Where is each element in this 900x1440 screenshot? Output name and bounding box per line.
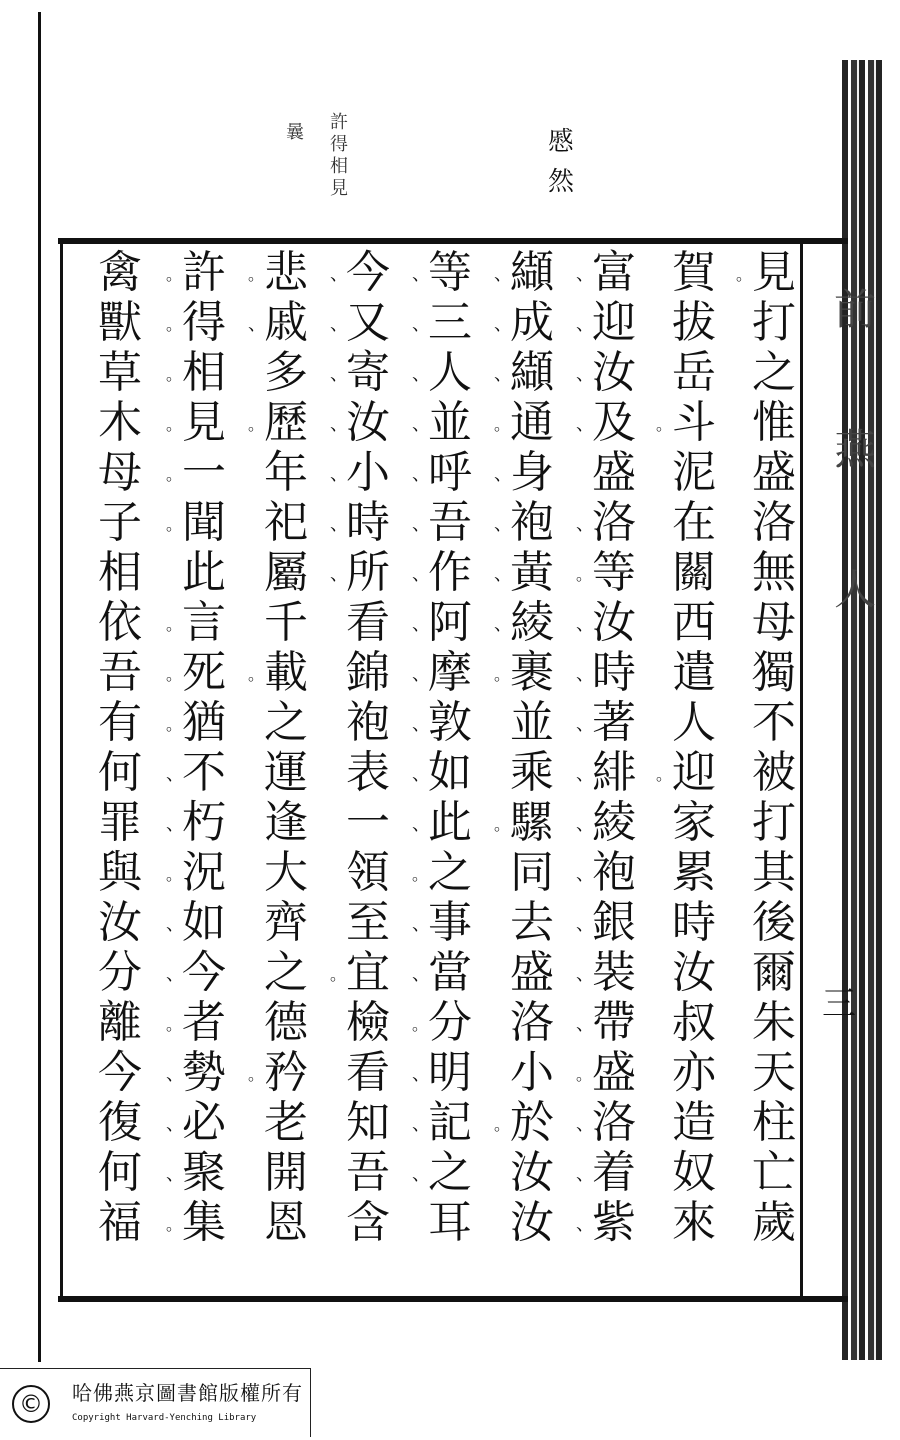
character: 敦 、	[412, 697, 472, 748]
character: 着 、	[576, 1147, 636, 1198]
header-fragment-right: 慼然	[548, 127, 575, 197]
character: 時	[672, 897, 716, 948]
character: 騾 。	[494, 797, 554, 848]
character: 明 、	[412, 1047, 472, 1098]
character: 之 。	[412, 847, 472, 898]
character: 阿 、	[412, 597, 472, 648]
punctuation-mark: 、	[248, 314, 266, 335]
character: 通 。	[494, 397, 554, 448]
character: 祀	[264, 497, 308, 548]
character: 所 、	[330, 547, 390, 598]
character: 今	[98, 1047, 142, 1098]
punctuation-mark: 、	[576, 364, 594, 385]
punctuation-mark: 、	[412, 564, 430, 585]
character: 聞 。	[166, 497, 226, 548]
character: 今 、	[330, 247, 390, 298]
character: 況 。	[166, 847, 226, 898]
character: 於 。	[494, 1097, 554, 1148]
punctuation-mark: 、	[494, 314, 512, 335]
punctuation-mark: 、	[412, 914, 430, 935]
character: 纈 、	[494, 347, 554, 398]
character: 摩 、	[412, 647, 472, 698]
character: 人 、	[412, 347, 472, 398]
punctuation-mark: 。	[166, 465, 183, 484]
character: 迎 。	[656, 747, 716, 798]
punctuation-mark: 、	[166, 1064, 184, 1085]
character: 知	[346, 1097, 390, 1148]
character: 來	[672, 1197, 716, 1248]
punctuation-mark: 、	[166, 1114, 184, 1135]
punctuation-mark: 。	[494, 415, 511, 434]
punctuation-mark: 、	[412, 664, 430, 685]
character: 泥	[672, 447, 716, 498]
punctuation-mark: 、	[166, 964, 184, 985]
character: 叔	[672, 997, 716, 1048]
punctuation-mark: 、	[494, 264, 512, 285]
character: 離	[98, 997, 142, 1048]
character: 時 、	[330, 497, 390, 548]
character: 柱	[752, 1097, 796, 1148]
punctuation-mark: 、	[576, 764, 594, 785]
character: 集 。	[166, 1197, 226, 1248]
character: 母	[98, 447, 142, 498]
character: 寄 、	[330, 347, 390, 398]
character: 檢	[346, 997, 390, 1048]
character: 勢 、	[166, 1047, 226, 1098]
character: 人	[672, 697, 716, 748]
punctuation-mark: 。	[412, 1015, 429, 1034]
text-column	[736, 247, 806, 1248]
character: 盛	[510, 947, 554, 998]
text-column	[412, 247, 482, 1248]
character: 此	[182, 547, 226, 598]
punctuation-mark: 、	[412, 714, 430, 735]
character: 並	[510, 697, 554, 748]
character: 成 、	[494, 297, 554, 348]
punctuation-mark: 、	[330, 464, 348, 485]
punctuation-mark: 、	[412, 414, 430, 435]
punctuation-mark: 、	[412, 614, 430, 635]
character: 矜 。	[248, 1047, 308, 1098]
character: 拔	[672, 297, 716, 348]
character: 表	[346, 747, 390, 798]
character: 打	[752, 797, 796, 848]
character: 汝	[98, 897, 142, 948]
punctuation-mark: 、	[576, 714, 594, 735]
punctuation-mark: 、	[576, 514, 594, 535]
character: 袍 、	[494, 497, 554, 548]
character: 耳	[428, 1197, 472, 1248]
character: 三 、	[412, 297, 472, 348]
character: 岳	[672, 347, 716, 398]
header-fragment-middle: 許得相見	[330, 112, 348, 199]
character: 帶 、	[576, 997, 636, 1048]
character: 許 。	[166, 247, 226, 298]
character: 聚 、	[166, 1147, 226, 1198]
character: 之	[264, 697, 308, 748]
character: 至	[346, 897, 390, 948]
character: 有	[98, 697, 142, 748]
character: 看	[346, 1047, 390, 1098]
punctuation-mark: 。	[248, 415, 265, 434]
copyright-icon: ©	[12, 1385, 50, 1423]
character: 盛	[592, 447, 636, 498]
character: 緋 、	[576, 747, 636, 798]
character: 裝 、	[576, 947, 636, 998]
punctuation-mark: 。	[166, 365, 183, 384]
character: 富 、	[576, 247, 636, 298]
character: 亦	[672, 1047, 716, 1098]
punctuation-mark: 、	[494, 564, 512, 585]
punctuation-mark: 。	[166, 615, 183, 634]
punctuation-mark: 、	[412, 464, 430, 485]
character: 汝	[510, 1197, 554, 1248]
character: 之	[752, 347, 796, 398]
punctuation-mark: 、	[576, 864, 594, 885]
text-column	[494, 247, 564, 1248]
punctuation-mark: 、	[166, 764, 184, 785]
character: 賀	[672, 247, 716, 298]
punctuation-mark: 、	[576, 1214, 594, 1235]
character: 小 、	[330, 447, 390, 498]
punctuation-mark: 、	[494, 464, 512, 485]
punctuation-mark: 、	[412, 964, 430, 985]
punctuation-mark: 、	[166, 1164, 184, 1185]
punctuation-mark: 、	[330, 314, 348, 335]
character: 老	[264, 1097, 308, 1148]
character: 裹 。	[494, 647, 554, 698]
text-column	[576, 247, 646, 1248]
character: 子	[98, 497, 142, 548]
punctuation-mark: 、	[412, 1164, 430, 1185]
punctuation-mark: 。	[166, 1215, 183, 1234]
punctuation-mark: 。	[248, 265, 265, 284]
character: 等 、	[412, 247, 472, 298]
punctuation-mark: 。	[166, 265, 183, 284]
punctuation-mark: 。	[656, 415, 673, 434]
punctuation-mark: 、	[576, 264, 594, 285]
character: 迎 、	[576, 297, 636, 348]
punctuation-mark: 、	[576, 414, 594, 435]
text-frame-bottom	[58, 1296, 848, 1302]
character: 後	[752, 897, 796, 948]
character: 亡	[752, 1147, 796, 1198]
punctuation-mark: 、	[330, 514, 348, 535]
punctuation-mark: 。	[248, 1065, 265, 1084]
character: 宜 。	[330, 947, 390, 998]
text-column	[166, 247, 236, 1248]
character: 纈 、	[494, 247, 554, 298]
character: 洛 、	[576, 1097, 636, 1148]
character: 草	[98, 347, 142, 398]
punctuation-mark: 、	[412, 364, 430, 385]
character: 綾 、	[576, 797, 636, 848]
character: 戚 、	[248, 297, 308, 348]
character: 歲	[752, 1197, 796, 1248]
character: 大	[264, 847, 308, 898]
punctuation-mark: 、	[494, 514, 512, 535]
character: 何	[98, 1147, 142, 1198]
character: 去	[510, 897, 554, 948]
character: 及 、	[576, 397, 636, 448]
text-column	[88, 248, 152, 1248]
character: 如 、	[166, 897, 226, 948]
character: 猶 。	[166, 697, 226, 748]
punctuation-mark: 。	[576, 1065, 593, 1084]
character: 必 、	[166, 1097, 226, 1148]
character: 被	[752, 747, 796, 798]
character: 紫 、	[576, 1197, 636, 1248]
character: 者 。	[166, 997, 226, 1048]
character: 天	[752, 1047, 796, 1098]
character: 袍 、	[576, 847, 636, 898]
character: 在	[672, 497, 716, 548]
text-column	[330, 247, 400, 1248]
punctuation-mark: 。	[494, 665, 511, 684]
character: 洛	[510, 997, 554, 1048]
character: 運	[264, 747, 308, 798]
character: 身 、	[494, 447, 554, 498]
character: 朱	[752, 997, 796, 1048]
character: 盛	[752, 447, 796, 498]
punctuation-mark: 、	[412, 814, 430, 835]
character: 悲 。	[248, 247, 308, 298]
text-frame-left	[60, 240, 63, 1300]
character: 罪	[98, 797, 142, 848]
character: 斗 。	[656, 397, 716, 448]
character: 打	[752, 297, 796, 348]
stamp-chinese-text: 哈佛燕京圖書館版權所有	[72, 1381, 303, 1405]
punctuation-mark: 。	[166, 665, 183, 684]
text-frame-top	[58, 238, 848, 244]
punctuation-mark: 、	[330, 414, 348, 435]
character: 盛 。	[576, 1047, 636, 1098]
character: 齊	[264, 897, 308, 948]
header-fragment-left: 曩	[286, 122, 304, 143]
character: 乘	[510, 747, 554, 798]
character: 言 。	[166, 597, 226, 648]
punctuation-mark: 、	[576, 1164, 594, 1185]
character: 獸	[98, 297, 142, 348]
character: 之	[264, 947, 308, 998]
character: 相 。	[166, 347, 226, 398]
binding-page-number: 三	[822, 984, 856, 1024]
punctuation-mark: 、	[412, 1114, 430, 1135]
punctuation-mark: 。	[412, 865, 429, 884]
character: 朽 、	[166, 797, 226, 848]
text-column	[248, 247, 318, 1248]
character: 錦	[346, 647, 390, 698]
character: 復	[98, 1097, 142, 1148]
character: 何	[98, 747, 142, 798]
character: 累	[672, 847, 716, 898]
character: 福	[98, 1197, 142, 1248]
character: 無	[752, 547, 796, 598]
stamp-english-text: Copyright Harvard-Yenching Library	[72, 1413, 257, 1423]
punctuation-mark: 、	[494, 614, 512, 635]
character: 黃 、	[494, 547, 554, 598]
copyright-stamp	[0, 1368, 311, 1437]
punctuation-mark: 、	[576, 964, 594, 985]
punctuation-mark: 、	[330, 264, 348, 285]
punctuation-mark: 。	[494, 815, 511, 834]
punctuation-mark: 、	[576, 614, 594, 635]
character: 洛 、	[576, 497, 636, 548]
punctuation-mark: 。	[248, 665, 265, 684]
character: 載 。	[248, 647, 308, 698]
character: 如 、	[412, 747, 472, 798]
punctuation-mark: 、	[576, 814, 594, 835]
character: 洛	[752, 497, 796, 548]
character: 關	[672, 547, 716, 598]
character: 見 。	[166, 397, 226, 448]
character: 造	[672, 1097, 716, 1148]
character: 當 、	[412, 947, 472, 998]
character: 綾 、	[494, 597, 554, 648]
punctuation-mark: 、	[166, 814, 184, 835]
punctuation-mark: 、	[330, 364, 348, 385]
punctuation-mark: 、	[576, 664, 594, 685]
character: 吾	[98, 647, 142, 698]
text-column	[656, 247, 726, 1248]
punctuation-mark: 、	[412, 314, 430, 335]
character: 含	[346, 1197, 390, 1248]
character: 又 、	[330, 297, 390, 348]
character: 一 。	[166, 447, 226, 498]
character: 爾	[752, 947, 796, 998]
left-border-line	[38, 12, 41, 1362]
character: 年	[264, 447, 308, 498]
character: 時 、	[576, 647, 636, 698]
punctuation-mark: 、	[330, 564, 348, 585]
character: 一	[346, 797, 390, 848]
punctuation-mark: 、	[412, 514, 430, 535]
character: 呼 、	[412, 447, 472, 498]
punctuation-mark: 、	[576, 1114, 594, 1135]
character: 等 。	[576, 547, 636, 598]
character: 恩	[264, 1197, 308, 1248]
character: 相	[98, 547, 142, 598]
character: 吾	[346, 1147, 390, 1198]
character: 吾 、	[412, 497, 472, 548]
character: 與	[98, 847, 142, 898]
punctuation-mark: 。	[576, 565, 593, 584]
character: 西	[672, 597, 716, 648]
punctuation-mark: 。	[166, 515, 183, 534]
character: 作 、	[412, 547, 472, 598]
character: 汝	[672, 947, 716, 998]
punctuation-mark: 。	[166, 1015, 183, 1034]
character: 領	[346, 847, 390, 898]
punctuation-mark: 。	[166, 315, 183, 334]
character: 今 、	[166, 947, 226, 998]
character: 逢	[264, 797, 308, 848]
character: 分 。	[412, 997, 472, 1048]
character: 木	[98, 397, 142, 448]
punctuation-mark: 。	[166, 715, 183, 734]
punctuation-mark: 、	[412, 764, 430, 785]
character: 獨	[752, 647, 796, 698]
punctuation-mark: 、	[412, 1064, 430, 1085]
character: 奴	[672, 1147, 716, 1198]
character: 見 。	[736, 247, 796, 298]
character: 汝 、	[576, 597, 636, 648]
punctuation-mark: 、	[166, 914, 184, 935]
character: 得 。	[166, 297, 226, 348]
punctuation-mark: 。	[736, 265, 753, 284]
character: 禽	[98, 247, 142, 298]
character: 不	[752, 697, 796, 748]
character: 不 、	[166, 747, 226, 798]
binding-title-text: 前燕人	[834, 285, 877, 614]
character: 依	[98, 597, 142, 648]
character: 死 。	[166, 647, 226, 698]
character: 分	[98, 947, 142, 998]
punctuation-mark: 。	[330, 965, 347, 984]
character: 屬	[264, 547, 308, 598]
punctuation-mark: 、	[412, 264, 430, 285]
character: 汝	[510, 1147, 554, 1198]
punctuation-mark: 、	[576, 314, 594, 335]
character: 並 、	[412, 397, 472, 448]
character: 德	[264, 997, 308, 1048]
character: 歷 。	[248, 397, 308, 448]
character: 事 、	[412, 897, 472, 948]
character: 惟	[752, 397, 796, 448]
punctuation-mark: 、	[494, 364, 512, 385]
character: 遣	[672, 647, 716, 698]
character: 袍	[346, 697, 390, 748]
character: 看	[346, 597, 390, 648]
punctuation-mark: 、	[576, 1014, 594, 1035]
character: 家	[672, 797, 716, 848]
character: 母	[752, 597, 796, 648]
character: 汝 、	[330, 397, 390, 448]
character: 記 、	[412, 1097, 472, 1148]
character: 小	[510, 1047, 554, 1098]
character: 其	[752, 847, 796, 898]
punctuation-mark: 。	[656, 765, 673, 784]
character: 汝 、	[576, 347, 636, 398]
character: 同	[510, 847, 554, 898]
character: 之 、	[412, 1147, 472, 1198]
punctuation-mark: 、	[576, 914, 594, 935]
character: 銀 、	[576, 897, 636, 948]
punctuation-mark: 。	[166, 415, 183, 434]
punctuation-mark: 。	[166, 865, 183, 884]
character: 著 、	[576, 697, 636, 748]
character: 開	[264, 1147, 308, 1198]
punctuation-mark: 。	[494, 1115, 511, 1134]
character: 此 、	[412, 797, 472, 848]
character: 千	[264, 597, 308, 648]
character: 多	[264, 347, 308, 398]
